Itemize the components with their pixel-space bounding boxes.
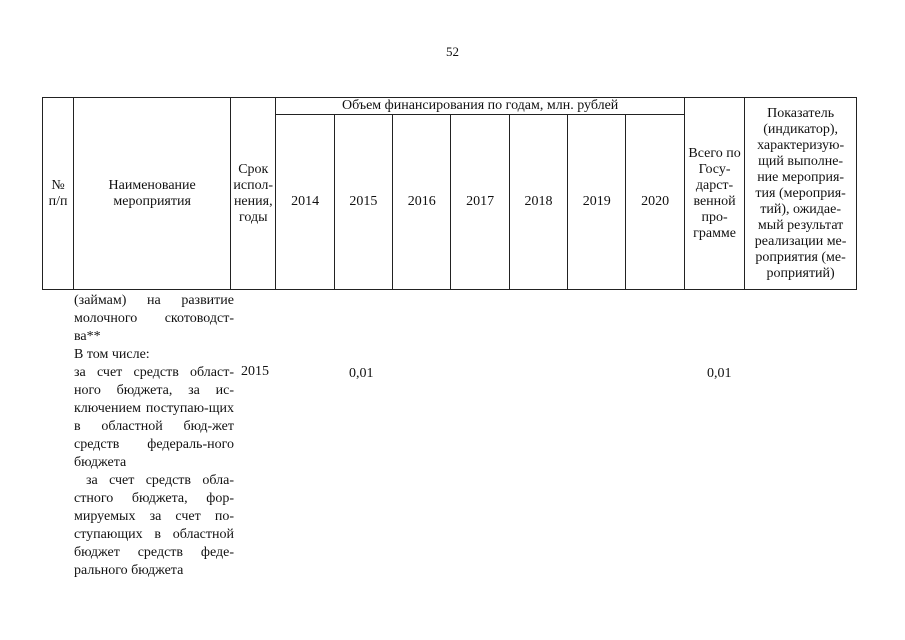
row-term: 2015 <box>241 364 269 379</box>
including-label: В том числе: <box>74 347 150 362</box>
header-year-2018: 2018 <box>509 115 567 290</box>
measure-description <box>74 292 234 580</box>
header-total: Всего по Госу- дарст- венной про- грамме <box>684 98 744 290</box>
regional-budget-item: за счет средств област-ного бюджета, за ис-ключением поступаю-щих в областной бюд-жет средств федераль-ного бюджета <box>74 365 234 470</box>
header-year-2015: 2015 <box>334 115 392 290</box>
table-header <box>42 97 857 290</box>
header-year-2020: 2020 <box>626 115 684 290</box>
header-indicator: Показатель (индикатор), характеризую- щий выполне- ние мероприя- тия (мероприя- тий), ожидае- мый результат реализации ме- роприятия (ме- роприятий) <box>745 98 857 290</box>
header-name: Наименование мероприятия <box>74 98 231 290</box>
header-year-2014: 2014 <box>276 115 334 290</box>
header-term: Срок испол- нения, годы <box>231 98 276 290</box>
row-value-2015: 0,01 <box>349 366 374 381</box>
header-no: № п/п <box>43 98 74 290</box>
header-financing: Объем финансирования по годам, млн. рублей <box>276 98 684 115</box>
header-year-2019: 2019 <box>568 115 626 290</box>
measure-title: (займам) на развитие молочного скотоводст-ва** <box>74 293 234 344</box>
header-year-2017: 2017 <box>451 115 509 290</box>
header-year-2016: 2016 <box>393 115 451 290</box>
row-value-total: 0,01 <box>707 366 732 381</box>
federal-funded-item: за счет средств обла-стного бюджета, фор-мируемых за счет по-ступающих в областной бюджет средств феде-рального бюджета <box>74 473 234 578</box>
page-number: 52 <box>446 44 459 59</box>
